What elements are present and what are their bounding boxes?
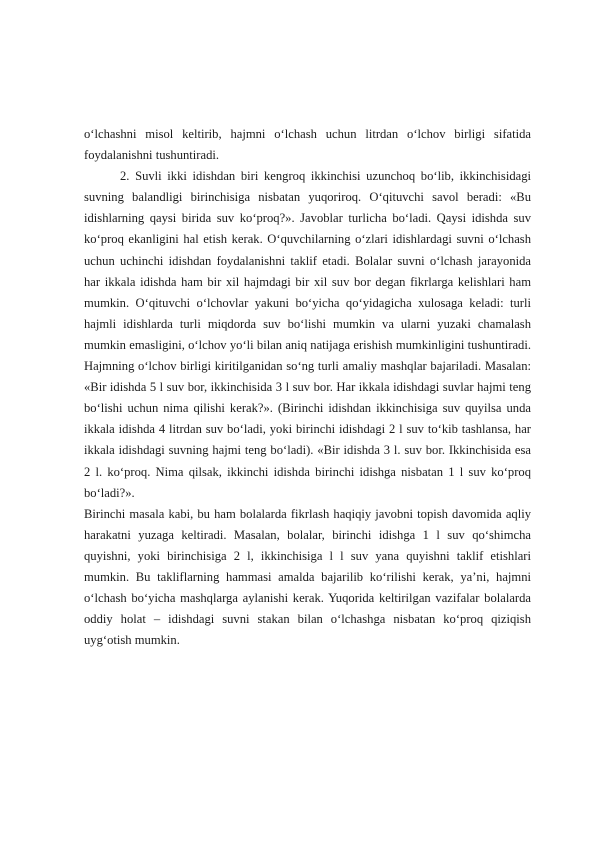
document-body: [84, 124, 531, 651]
paragraph-intro: o‘lchashni misol keltirib, hajmni o‘lchash uchun litrdan o‘lchov birligi sifatida foydalanishni tushuntiradi.: [84, 127, 531, 163]
paragraph-task-2: 2. Suvli ikki idishdan biri kengroq ikkinchisi uzunchoq bo‘lib, ikkinchisidagi suvning balandligi birinchisiga nisbatan yuqoriroq. O‘qituvchi savol beradi: «Bu idishlarning qaysi birida suv ko‘proq?». Javoblar turlicha bo‘ladi. Qaysi idishda suv ko‘proq ekanligini hal etish kerak. O‘quvchilarning o‘zlari idishlardagi suvni o‘lchash uchun uchinchi idishdan foydalanishni taklif etadi. Bolalar suvni o‘lchash jarayonida har ikkala idishda ham bir xil hajmdagi bir xil suv bor degan fikrlarga kelishlari ham mumkin. O‘qituvchi o‘lchovlar yakuni bo‘yicha qo‘yidagicha xulosaga keladi: turli hajmli idishlarda turli miqdorda suv bo‘lishi mumkin va ularni yuzaki chamalash mumkin emasligini, o‘lchov yo‘li bilan aniq natijaga erishish mumkinligini tushuntiradi. Hajmning o‘lchov birligi kiritilganidan so‘ng turli amaliy mashqlar bajariladi. Masalan: «Bir idishda 5 l suv bor, ikkinchisida 3 l suv bor. Har ikkala idishdagi suvlar hajmi teng bo‘lishi uchun nima qilishi kerak?». (Birinchi idishdan ikkinchisiga suv quyilsa unda ikkala idishda 4 litrdan suv bo‘ladi, yoki birinchi idishdagi 2 l suv to‘kib tashlansa, har ikkala idishdagi suvning hajmi teng bo‘ladi). «Bir idishda 3 l. suv bor. Ikkinchisida esa 2 l. ko‘proq. Nima qilsak, ikkinchi idishda birinchi idishga nisbatan 1 l suv ko‘proq bo‘ladi?».: [84, 169, 531, 500]
paragraph-conclusion: Birinchi masala kabi, bu ham bolalarda fikrlash haqiqiy javobni topish davomida aqliy harakatni yuzaga keltiradi. Masalan, bolalar, birinchi idishga 1 l suv qo‘shimcha quyishni, yoki birinchisiga 2 l, ikkinchisiga l l suv yana quyishni taklif etishlari mumkin. Bu takliflarning hammasi amalda bajarilib ko‘rilishi kerak, ya’ni, hajmni o‘lchash bo‘yicha mashqlarga aylanishi kerak. Yuqorida keltirilgan vazifalar bolalarda oddiy holat – idishdagi suvni stakan bilan o‘lchashga nisbatan ko‘proq qiziqish uyg‘otish mumkin.: [84, 506, 531, 648]
